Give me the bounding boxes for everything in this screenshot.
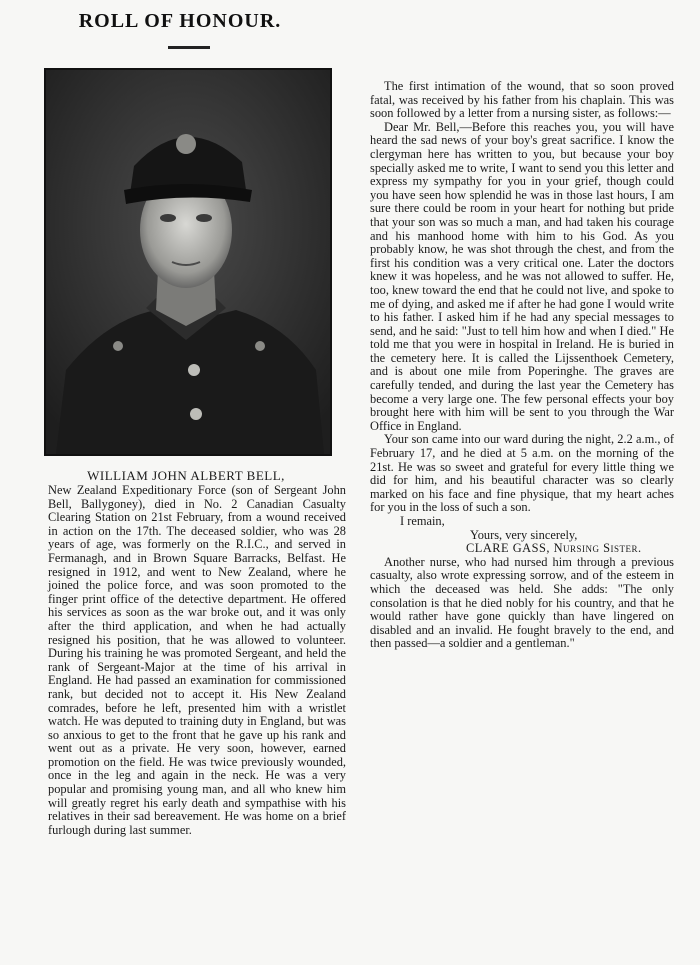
right-article-column bbox=[370, 80, 674, 651]
soldier-portrait-image bbox=[46, 70, 330, 454]
left-article-column bbox=[48, 484, 346, 837]
title-rule bbox=[168, 46, 210, 49]
obituary-paragraph: New Zealand Expeditionary Force (son of Sergeant John Bell, Ballygoney), died in No. 2 Canadian Casualty Clearing Station on 21st February, from a wound received in action on the 17th. The deceased soldier, who was 28 years of age, was formerly on the R.I.C., and served in Fermanagh, and in Brown Square Barracks, Belfast. He resigned in 1912, and went to New Zealand, where he joined the police force, and was soon promoted to the finger print office of the detective department. He offered his services as soon as the war broke out, and it was only after the third application, and when he had actually resigned his position, that he was allowed to volunteer. During his training he was promoted Sergeant, and held the rank of Sergeant-Major at the time of his arrival in England. He had passed an examination for commissioned rank, but decided not to accept it. His New Zealand comrades, before he left, presented him with a wristlet watch. He was deputed to training duty in England, but was so anxious to get to the front that he gave up his rank and went out as a private. He very soon, however, earned promotion on the field. He was twice previously wounded, once in the leg and again in the neck. He was a very popular and promising young man, and all who knew him will greatly regret his early death and sympathise with his relatives in their sad bereavement. He was home on a brief furlough during last summer. bbox=[48, 483, 346, 837]
letter-valediction: Yours, very sincerely, bbox=[470, 527, 578, 542]
soldier-name-caption: WILLIAM JOHN ALBERT BELL, bbox=[87, 468, 285, 483]
second-nurse-paragraph: Another nurse, who had nursed him through a previous casualty, also wrote expressing sorrow, and of the esteem in which the deceased was held. She adds: "The only consolation is that he died nobly for his country, and that he would rather have gone quickly than have lingered on disabled and an invalid. He fought bravely to the end, and then passed—a soldier and a gentleman." bbox=[370, 554, 674, 651]
letter-signature: CLARE GASS, Nursing Sister. bbox=[466, 541, 642, 556]
letter-closing: I remain, bbox=[400, 514, 445, 528]
page-title: ROLL OF HONOUR. bbox=[78, 10, 282, 32]
intro-paragraph: The first intimation of the wound, that so soon proved fatal, was received by his father from his chaplain. This was soon followed by a letter from a nursing sister, as follows:— bbox=[370, 79, 674, 121]
letter-paragraph: Dear Mr. Bell,—Before this reaches you, you will have heard the sad news of your boy's great sacrifice. I know the clergyman here has written to you, but because your boy specially asked me to write, I want to send you this letter and express my sympathy for you in your grief, though could you have seen how splendid he was in those last hours, I am sure there could be room in your heart for nothing but pride that your son was so much a man, and had taken his courage and his manhood home with him to his God. As you probably know, he was shot through the chest, and from the first his condition was a very critical one. Later the doctors knew it was hopeless, and he was not allowed to suffer. He, too, knew toward the end that he could not live, and spoke to me of dying, and asked me if after he had gone I would write to his father. I asked him if he had any special messages to send, and he said: "Just to tell him how and when I died." He told me that you were in hospital in Ireland. He is buried in the cemetery here. It is called the Lijssenthoek Cemetery, and is about one mile from Poperinghe. The graves are carefully tended, and during the last year the Cemetery has become a very large one. The few personal effects your boy brought here with him will be sent to you through the War Office in England. bbox=[370, 119, 674, 433]
letter-paragraph-2: Your son came into our ward during the night, 2.2 a.m., of February 17, and he died at 5 a.m. on the morning of the 21st. He was so sweet and grateful for every little thing we did for him, and his beautiful character was so clearly marked on his face and fine physique, that my heart aches for you in the loss of such a son. bbox=[370, 432, 674, 515]
portrait-photo bbox=[44, 68, 332, 456]
